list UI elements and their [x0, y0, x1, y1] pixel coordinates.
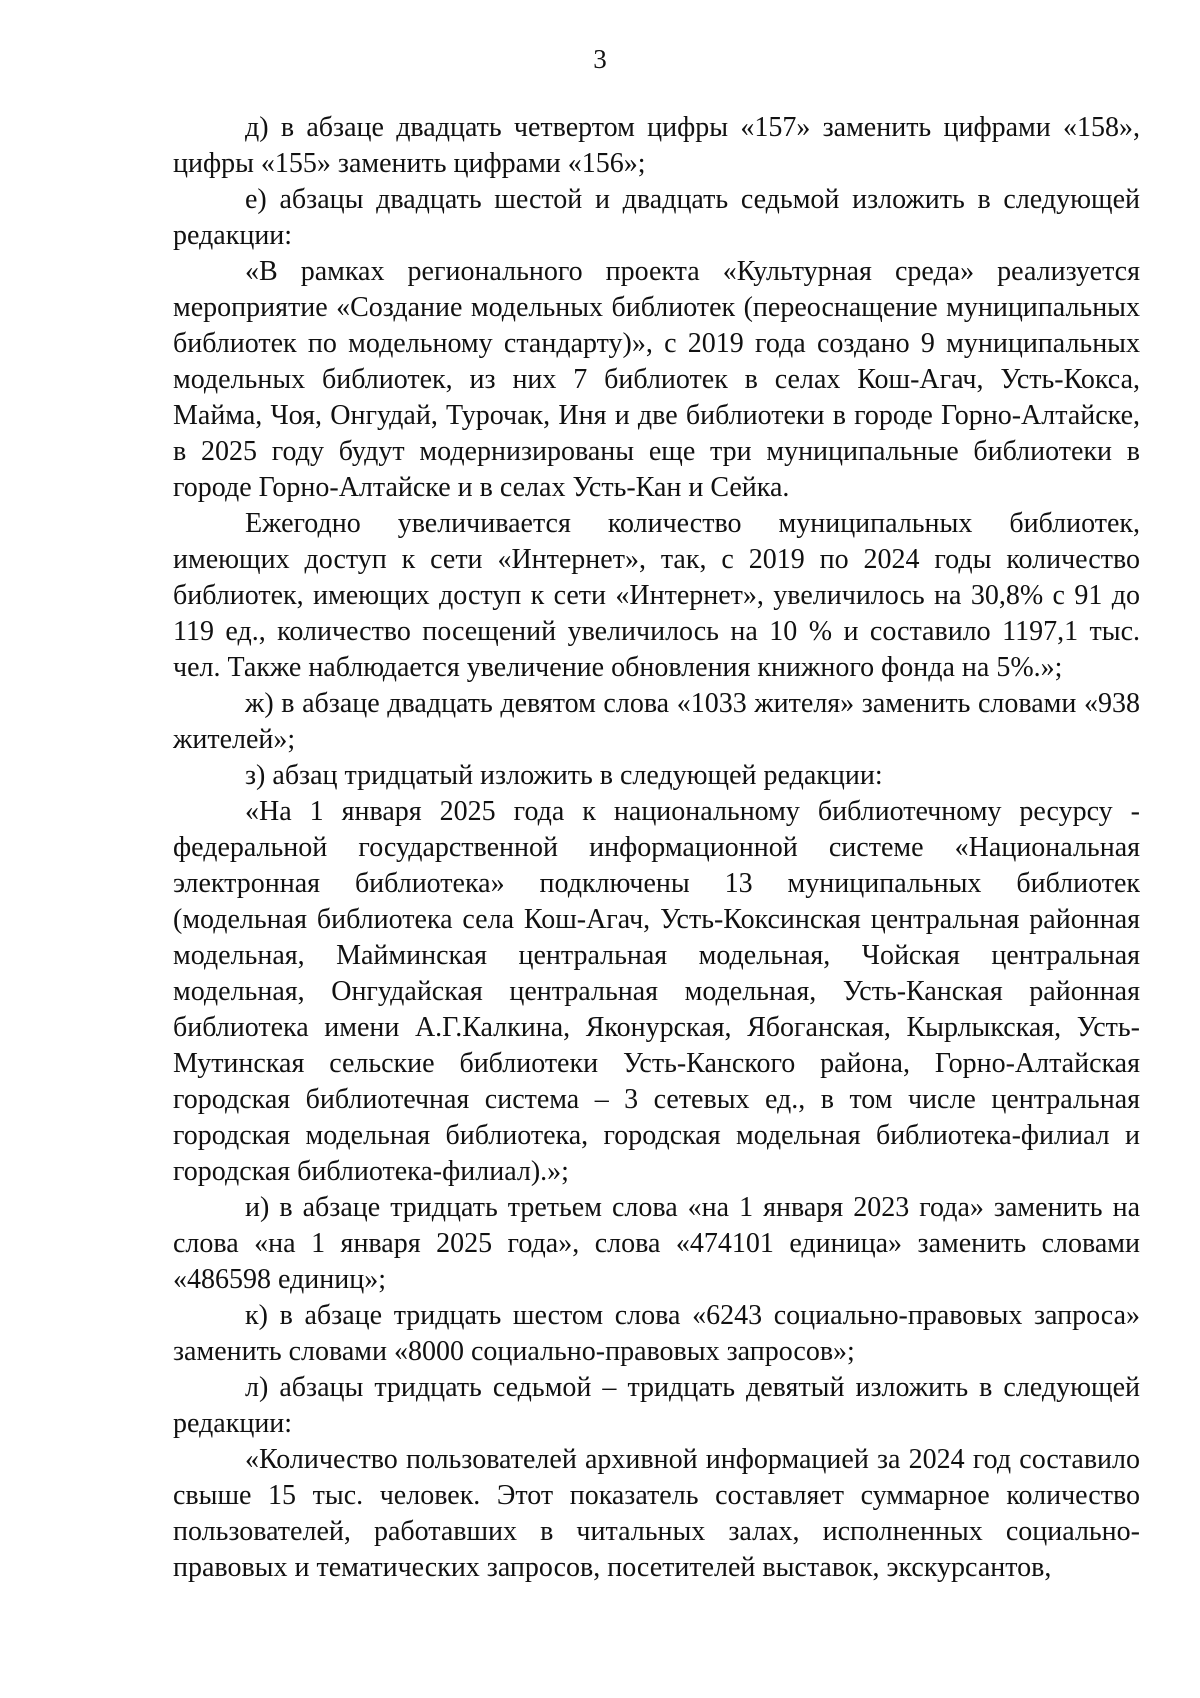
- page-number: 3: [593, 44, 607, 74]
- paragraph-i: и) в абзаце тридцать третьем слова «на 1 января 2023 года» заменить на слова «на 1 января 2025 года», слова «474101 единица» заменить словами «486598 единиц»;: [173, 1192, 1140, 1295]
- paragraph-z: з) абзац тридцатый изложить в следующей редакции:: [245, 760, 883, 791]
- document-body: [173, 110, 1140, 1586]
- paragraph-quote-archive-users: «Количество пользователей архивной информацией за 2024 год составило свыше 15 тыс. человек. Этот показатель составляет суммарное количество пользователей, работавших в читальных залах, исполненных социально-правовых и тематических запросов, посетителей выставок, экскурсантов,: [173, 1444, 1140, 1583]
- paragraph-zh: ж) в абзаце двадцать девятом слова «1033 жителя» заменить словами «938 жителей»;: [173, 688, 1140, 755]
- paragraph-k: к) в абзаце тридцать шестом слова «6243 социально-правовых запроса» заменить словами «8000 социально-правовых запросов»;: [173, 1300, 1140, 1367]
- paragraph-l: л) абзацы тридцать седьмой – тридцать девятый изложить в следующей редакции:: [173, 1372, 1140, 1439]
- paragraph-internet-access: Ежегодно увеличивается количество муниципальных библиотек, имеющих доступ к сети «Интернет», так, с 2019 по 2024 годы количество библиотек, имеющих доступ к сети «Интернет», увеличилось на 30,8% с 91 до 119 ед., количество посещений увеличилось на 10 % и составило 1197,1 тыс. чел. Также наблюдается увеличение обновления книжного фонда на 5%.»;: [173, 508, 1140, 683]
- paragraph-e: е) абзацы двадцать шестой и двадцать седьмой изложить в следующей редакции:: [173, 184, 1140, 251]
- paragraph-d: д) в абзаце двадцать четвертом цифры «157» заменить цифрами «158», цифры «155» заменить цифрами «156»;: [173, 112, 1140, 179]
- paragraph-quote-national-library: «На 1 января 2025 года к национальному библиотечному ресурсу - федеральной государственной информационной системе «Национальная электронная библиотека» подключены 13 муниципальных библиотек (модельная библиотека села Кош-Агач, Усть-Коксинская центральная районная модельная, Майминская центральная модельная, Чойская центральная модельная, Онгудайская центральная модельная, Усть-Канская районная библиотека имени А.Г.Калкина, Яконурская, Ябоганская, Кырлыкская, Усть-Мутинская сельские библиотеки Усть-Канского района, Горно-Алтайская городская библиотечная система – 3 сетевых ед., в том числе центральная городская модельная библиотека, городская модельная библиотека-филиал и городская библиотека-филиал).»;: [173, 796, 1140, 1187]
- paragraph-quote-cultural-environment: «В рамках регионального проекта «Культурная среда» реализуется мероприятие «Создание модельных библиотек (переоснащение муниципальных библиотек по модельному стандарту)», с 2019 года создано 9 муниципальных модельных библиотек, из них 7 библиотек в селах Кош-Агач, Усть-Кокса, Майма, Чоя, Онгудай, Турочак, Иня и две библиотеки в городе Горно-Алтайске, в 2025 году будут модернизированы еще три муниципальные библиотеки в городе Горно-Алтайске и в селах Усть-Кан и Сейка.: [173, 256, 1140, 503]
